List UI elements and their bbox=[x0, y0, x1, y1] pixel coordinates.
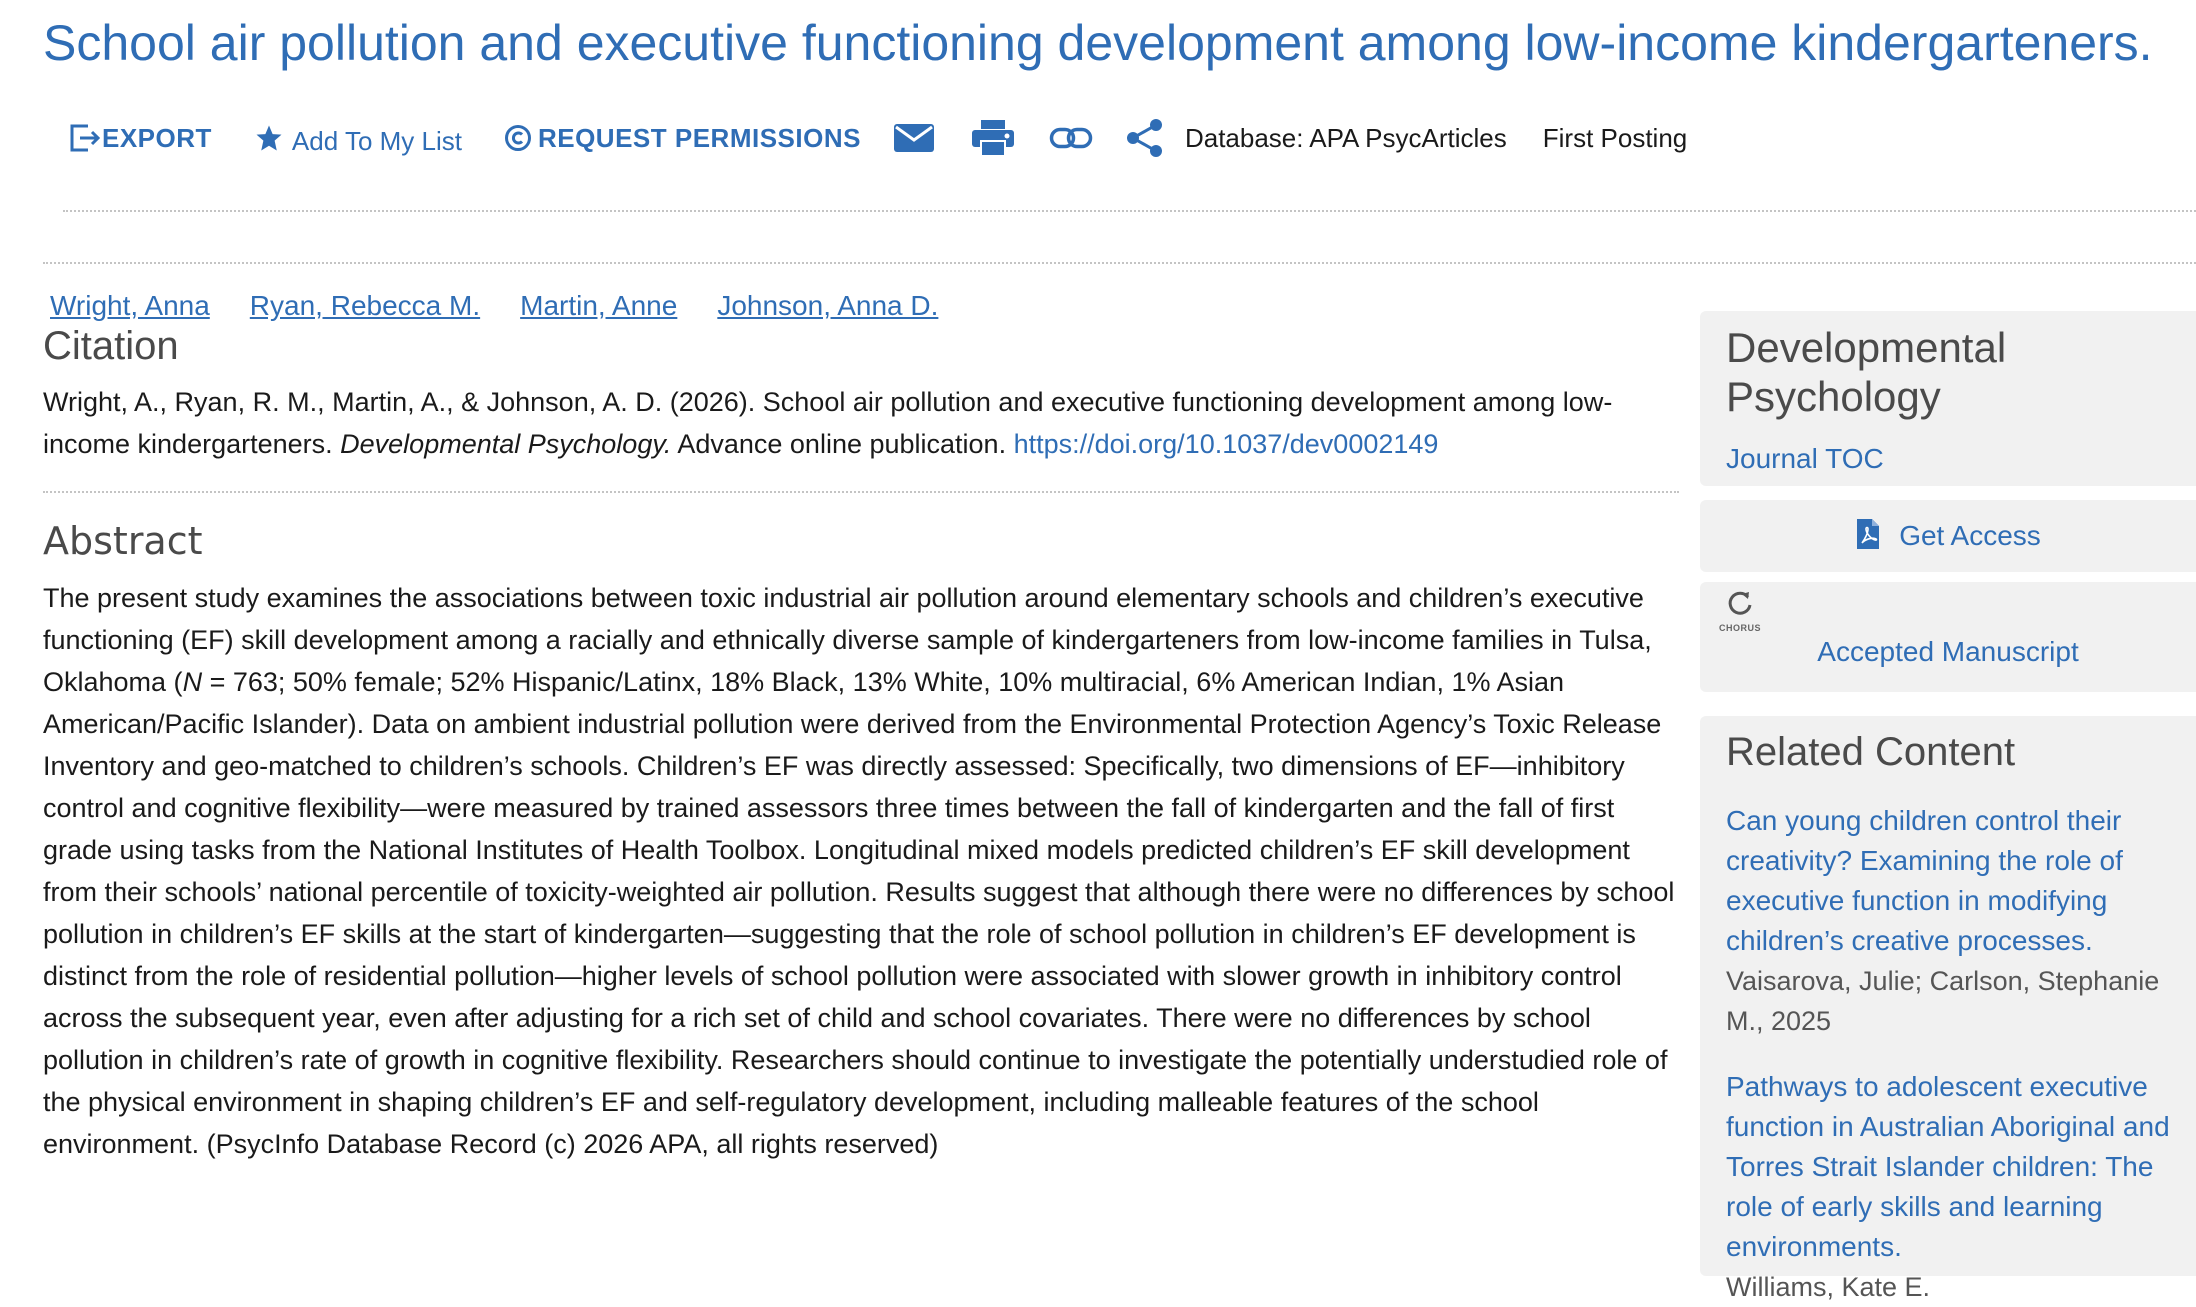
related-item bbox=[1726, 1067, 2170, 1307]
database-label: Database: APA PsycArticles bbox=[1184, 122, 1507, 153]
journal-toc-link[interactable]: Journal TOC bbox=[1726, 443, 1884, 474]
copyright-icon bbox=[504, 124, 532, 152]
chorus-card bbox=[1700, 582, 2196, 692]
add-to-list-button[interactable] bbox=[254, 120, 462, 157]
citation-journal: Developmental Psychology. bbox=[340, 429, 672, 459]
request-permissions-button[interactable] bbox=[504, 123, 861, 154]
abstract-heading: Abstract bbox=[43, 519, 203, 563]
author-link[interactable]: Ryan, Rebecca M. bbox=[249, 290, 481, 321]
email-button[interactable] bbox=[893, 122, 935, 154]
export-icon bbox=[68, 123, 102, 153]
toolbar-divider bbox=[63, 210, 2196, 212]
pdf-icon bbox=[1855, 518, 1881, 555]
accepted-manuscript-link[interactable]: Accepted Manuscript bbox=[1817, 636, 2079, 667]
journal-card bbox=[1700, 311, 2196, 486]
email-icon bbox=[893, 122, 935, 154]
related-content-heading: Related Content bbox=[1726, 730, 2016, 774]
journal-name: Developmental Psychology bbox=[1726, 324, 2007, 420]
related-item-meta: Williams, Kate E. bbox=[1726, 1272, 1931, 1302]
chorus-logo bbox=[1718, 588, 1762, 633]
sidebar bbox=[1700, 311, 2196, 1302]
request-permissions-label: REQUEST PERMISSIONS bbox=[537, 122, 861, 153]
related-item-link[interactable]: Pathways to adolescent executive function in Australian Aboriginal and Torres Strait Islander children: The role of early skills and learning environments. bbox=[1726, 1071, 2170, 1262]
related-content-card bbox=[1700, 716, 2196, 1302]
export-label: EXPORT bbox=[102, 122, 212, 153]
share-icon bbox=[1125, 118, 1165, 158]
citation-heading: Citation bbox=[43, 324, 179, 368]
status-label: First Posting bbox=[1542, 122, 1688, 153]
article-toolbar bbox=[68, 110, 1687, 166]
print-button[interactable] bbox=[971, 119, 1015, 157]
abstract-text bbox=[43, 577, 1679, 1165]
get-access-button[interactable] bbox=[1700, 500, 2196, 572]
citation-publication-status: Advance online publication. bbox=[671, 429, 1014, 459]
article-title: School air pollution and executive functioning development among low-income kindergarteners. bbox=[43, 15, 2153, 71]
author-list bbox=[43, 290, 1679, 322]
related-item bbox=[1726, 801, 2170, 1041]
export-button[interactable] bbox=[68, 123, 212, 154]
chorus-label: CHORUS bbox=[1718, 623, 1761, 633]
n-symbol: N bbox=[182, 667, 203, 697]
header-divider bbox=[43, 262, 2196, 264]
citation-authors-title: Wright, A., Ryan, R. M., Martin, A., & Johnson, A. D. (2026). School air pollution and executive functioning development among low-income kindergarteners. bbox=[43, 387, 1613, 459]
abstract-part: The present study examines the associations between toxic industrial air pollution around elementary schools and children’s executive functioning (EF) skill development among a racially and ethnically diverse sample of kindergarteners from low-income families in Tulsa, Oklahoma ( bbox=[43, 583, 1652, 697]
print-icon bbox=[971, 119, 1015, 157]
section-divider bbox=[43, 491, 1679, 493]
copy-link-button[interactable] bbox=[1049, 124, 1093, 152]
author-link[interactable]: Johnson, Anna D. bbox=[717, 290, 939, 321]
abstract-part: = 763; 50% female; 52% Hispanic/Latinx, 18% Black, 13% White, 10% multiracial, 6% American Indian, 1% Asian American/Pacific Islander). Data on ambient industrial pollution were derived from the Environmental Protection Agency’s Toxic Release Inventory and geo-matched to children’s schools. Children’s EF was directly assessed: Specifically, two dimensions of EF—inhibitory control and cognitive flexibility—were measured by trained assessors three times between the fall of kindergarten and the fall of first grade using tasks from the National Institutes of Health Toolbox. Longitudinal mixed models predicted children’s EF skill development from their schools’ national percentile of toxicity-weighted air pollution. Results suggest that although there were no differences by school pollution in children’s EF skills at the start of kindergarten—suggesting that the role of school pollution in children’s EF development is distinct from the role of residential pollution—higher levels of school pollution were associated with slower growth in inhibitory control across the subsequent year, even after adjusting for a rich set of child and school covariates. There were no differences by school pollution in children’s rate of growth in cognitive flexibility. Researchers should continue to investigate the potentially understudied role of the physical environment in shaping children’s EF and self-regulatory development, including malleable features of the school environment. (PsycInfo Database Record (c) 2026 APA, all rights reserved) bbox=[43, 667, 1675, 1159]
doi-link[interactable]: https://doi.org/10.1037/dev0002149 bbox=[1013, 429, 1439, 459]
related-item-meta: Vaisarova, Julie; Carlson, Stephanie M., 2025 bbox=[1726, 966, 2160, 1036]
related-item-link[interactable]: Can young children control their creativity? Examining the role of executive function in modifying children’s creative processes. bbox=[1726, 805, 2123, 956]
citation-text bbox=[43, 381, 1679, 465]
get-access-label: Get Access bbox=[1899, 520, 2041, 551]
share-button[interactable] bbox=[1125, 118, 1165, 158]
author-link[interactable]: Martin, Anne bbox=[520, 290, 678, 321]
author-link[interactable]: Wright, Anna bbox=[50, 290, 210, 321]
star-icon bbox=[254, 123, 284, 153]
article-main bbox=[43, 290, 1679, 1165]
chorus-icon bbox=[1725, 588, 1755, 618]
add-to-list-label: Add To My List bbox=[291, 125, 462, 156]
link-icon bbox=[1049, 124, 1093, 152]
